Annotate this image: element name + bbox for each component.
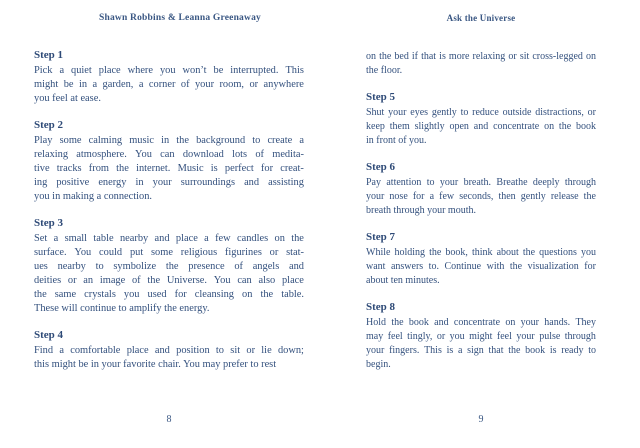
text-line: on the bed if that is more relaxing or sit cross-legged on [366,51,596,62]
text-line: While holding the book, think about the questions you [366,247,596,258]
right-page-content [366,50,596,372]
step-heading: Step 3 [34,217,64,229]
text-line: about ten minutes. [366,275,440,286]
left-page-content [34,48,304,372]
text-line: surface. You could put some religious figurines or stat- [34,247,304,258]
text-line: want answers to. Continue with the visualization for [366,261,596,272]
step-section [34,48,304,106]
text-line: you feel at ease. [34,93,101,104]
step-section [366,300,596,372]
text-line: Set a small table nearby and place a few candles on the [34,233,304,244]
text-line: in front of you. [366,135,427,146]
text-line: breath through your mouth. [366,205,476,216]
step-heading: Step 6 [366,161,396,173]
text-line: These will continue to amplify the energy. [34,303,210,314]
step-section [366,230,596,288]
step-section [34,118,304,204]
step-section [366,160,596,218]
text-line: the same crystals you used for cleansing on the table. [34,289,304,300]
text-line: may feel tingly, or you might feel your pulse through [366,331,596,342]
text-line: your fingers. This is a sign that the book is ready to [366,345,596,356]
text-line: Play some calming music in the background to create a [34,135,304,146]
text-line: the floor. [366,65,403,76]
text-line: this might be in your favorite chair. You may prefer to rest [34,359,277,370]
step-heading: Step 5 [366,91,396,103]
text-line: Hold the book and concentrate on your hands. They [366,317,596,328]
text-line: tive tracks from the internet. Music is perfect for creat- [34,163,304,174]
text-line: Find a comfortable place and position to sit or lie down; [34,345,304,356]
step-section [366,50,596,78]
text-line: your nose for a few seconds, then gently release the [366,191,596,202]
step-heading: Step 7 [366,231,396,243]
text-line: Pick a quiet place where you won’t be interrupted. This [34,65,304,76]
text-line: might be in a garden, a corner of your room, or anywhere [34,79,304,90]
page-number-left: 8 [166,414,172,425]
text-line: Shut your eyes gently to reduce outside distractions, or [366,107,596,118]
step-section [34,216,304,316]
step-heading: Step 8 [366,301,396,313]
right-text-block [366,0,596,448]
text-line: deities or an image of the Universe. You can also place [34,275,304,286]
text-line: ing positive energy in your surroundings and assisting [34,177,304,188]
step-heading: Step 4 [34,329,64,341]
text-line: keep them slightly open and concentrate on the book [366,121,596,132]
text-line: you in making a connection. [34,191,153,202]
step-section [366,90,596,148]
text-line: ues nearby to symbolize the presence of angels and [34,261,304,272]
page-number-right: 9 [478,414,484,425]
step-heading: Step 1 [34,49,64,61]
running-head-authors: Shawn Robbins & Leanna Greenaway [99,13,261,23]
page-right [320,0,640,448]
text-line: begin. [366,359,391,370]
text-line: Pay attention to your breath. Breathe deeply through [366,177,596,188]
step-section [34,328,304,372]
running-head-title: Ask the Universe [446,13,516,23]
text-line: relaxing atmosphere. You can download lots of medita- [34,149,304,160]
step-heading: Step 2 [34,119,64,131]
left-text-block [34,0,304,448]
